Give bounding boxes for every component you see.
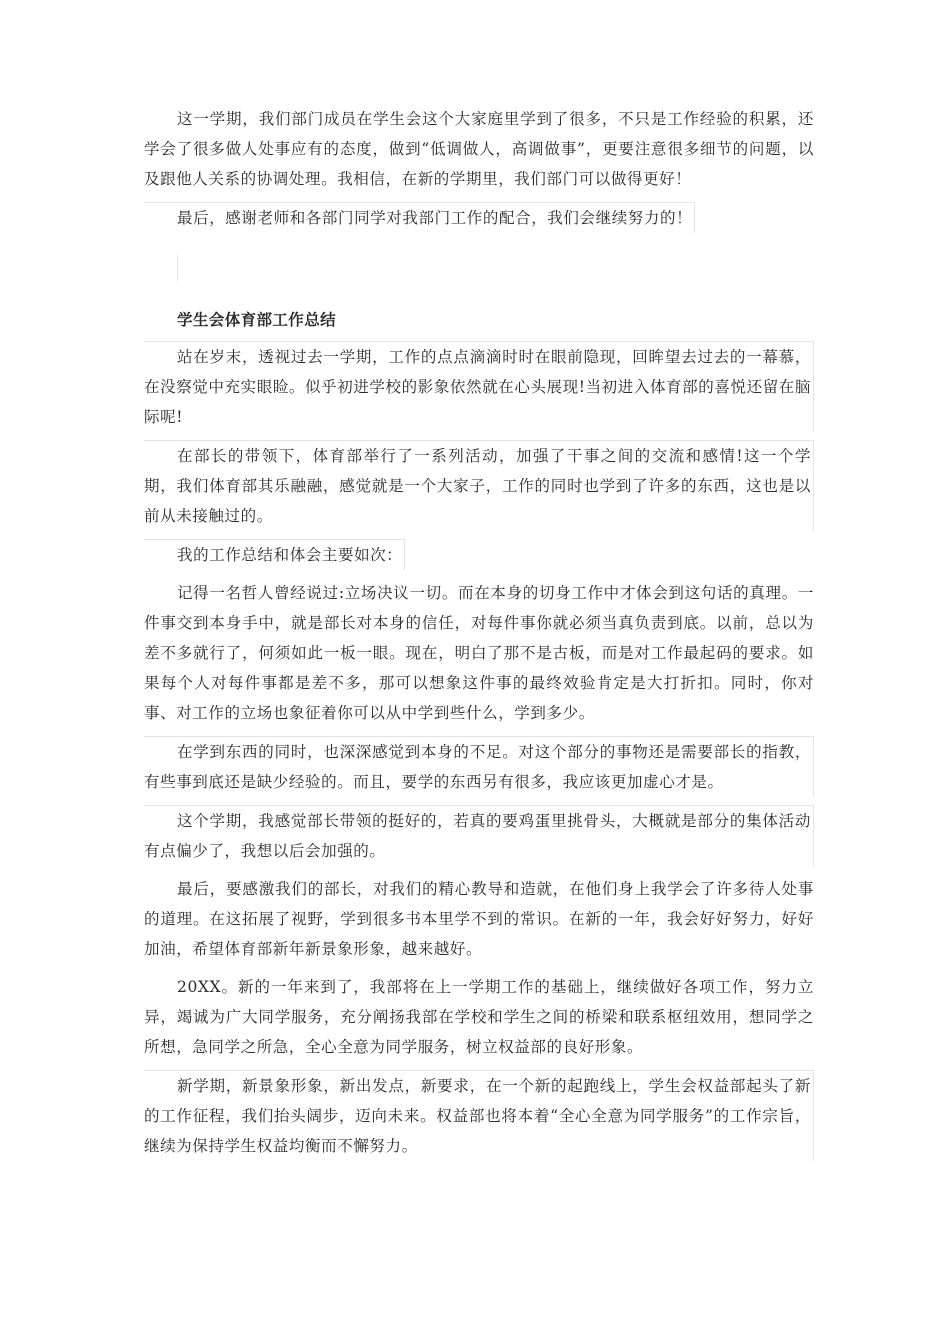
empty-line-marker	[177, 255, 179, 281]
section-paragraph-9: 新学期，新景象形象，新出发点，新要求，在一个新的起跑线上，学生会权益部起头了新的工作征程，我们抬头阔步，迈向未来。权益部也将本着“全心全意为同学服务”的工作宗旨，继续为保持学生权益均衡而不懈努力。	[144, 1070, 814, 1161]
section-paragraph-3: 我的工作总结和体会主要如次：	[144, 539, 405, 570]
paragraph-top-2: 最后，感谢老师和各部门同学对我部门工作的配合，我们会继续努力的！	[144, 202, 695, 233]
section-title: 学生会体育部工作总结	[177, 311, 337, 329]
section-paragraph-7: 最后，要感激我们的部长，对我们的精心教导和造就，在他们身上我学会了许多待人处事的道理。在这拓展了视野，学到很多书本里学不到的常识。在新的一年，我会好好努力，好好加油，希望体育部新年新景象形象，越来越好。	[144, 880, 814, 958]
section-paragraph-6: 这个学期，我感觉部长带领的挺好的，若真的要鸡蛋里挑骨头，大概就是部分的集体活动有点偏少了，我想以后会加强的。	[144, 805, 814, 866]
document-page	[144, 104, 814, 1169]
section-paragraph-4: 记得一名哲人曾经说过:立场决议一切。而在本身的切身工作中才体会到这句话的真理。一件事交到本身手中，就是部长对本身的信任，对每件事你就必须当真负责到底。以前，总以为差不多就行了，何须如此一板一眼。现在，明白了那不是古板，而是对工作最起码的要求。如果每个人对每件事都是差不多，那可以想象这件事的最终效验肯定是大打折扣。同时，你对事、对工作的立场也象征着你可以从中学到些什么，学到多少。	[144, 584, 814, 722]
section-paragraph-8: 20XX。新的一年来到了，我部将在上一学期工作的基础上，继续做好各项工作，努力立异，竭诚为广大同学服务，充分阐扬我部在学校和学生之间的桥梁和联系枢纽效用，想同学之所想，急同学之所急，全心全意为同学服务，树立权益部的良好形象。	[144, 978, 814, 1056]
section-paragraph-2: 在部长的带领下，体育部举行了一系列活动，加强了干事之间的交流和感情!这一个学期，我们体育部其乐融融，感觉就是一个大家子，工作的同时也学到了许多的东西，这也是以前从未接触过的。	[144, 440, 814, 531]
section-paragraph-5: 在学到东西的同时，也深深感觉到本身的不足。对这个部分的事物还是需要部长的指教，有些事到底还是缺少经验的。而且，要学的东西另有很多，我应该更加虚心才是。	[144, 736, 814, 797]
section-paragraph-1: 站在岁末，透视过去一学期，工作的点点滴滴时时在眼前隐现，回眸望去过去的一幕慕，在没察觉中充实眼睑。似乎初进学校的影象依然就在心头展现!当初进入体育部的喜悦还留在脑际呢!	[144, 341, 814, 432]
paragraph-top-1: 这一学期，我们部门成员在学生会这个大家庭里学到了很多，不只是工作经验的积累，还学会了很多做人处事应有的态度，做到“低调做人，高调做事”，更要注意很多细节的问题，以及跟他人关系的协调处理。我相信，在新的学期里，我们部门可以做得更好！	[144, 110, 814, 188]
